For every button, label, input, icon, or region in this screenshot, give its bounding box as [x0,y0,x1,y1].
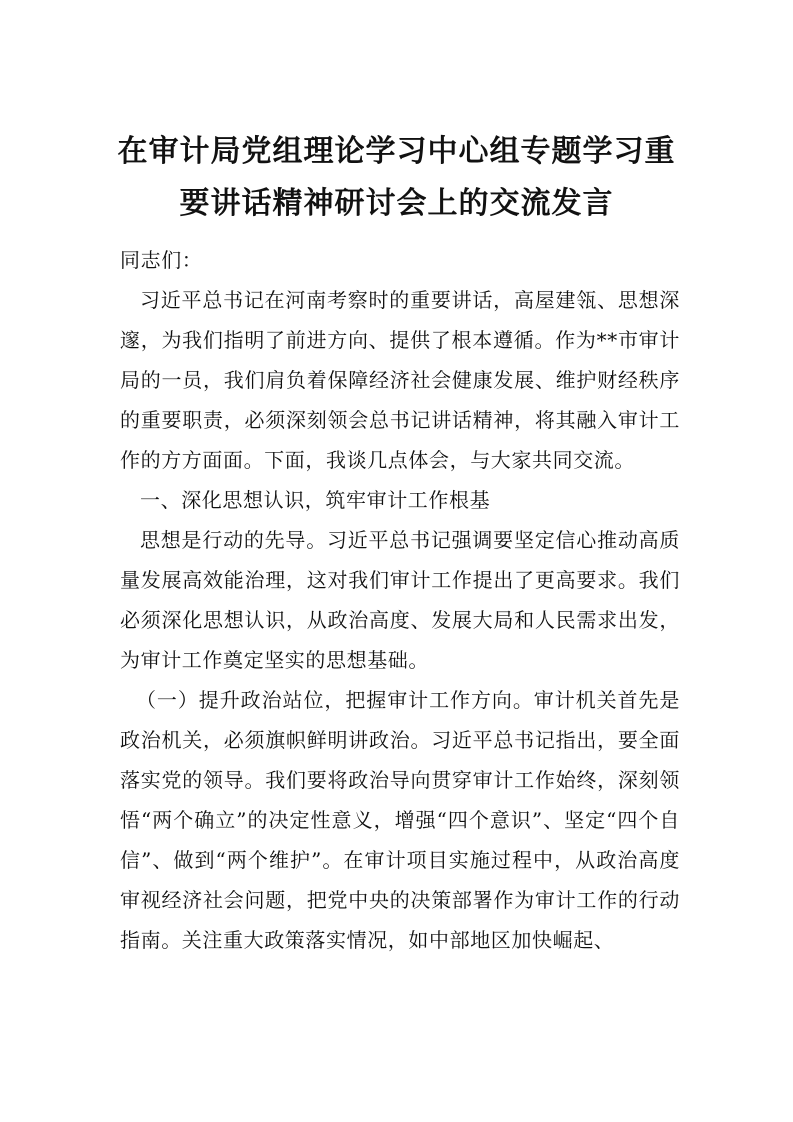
document-title: 在审计局党组理论学习中心组专题学习重要讲话精神研讨会上的交流发言 [117,134,676,221]
paragraph-subsection-1: （一）提升政治站位，把握审计工作方向。审计机关首先是政治机关，必须旗帜鲜明讲政治。习近平总书记指出，要全面落实党的领导。我们要将政治导向贯穿审计工作始终，深刻领悟“两个确立”的决定性意义，增强“四个意识”、坚定“四个自信”、做到“两个维护”。在审计项目实施过程中，从政治高度审视经济社会问题，把党中央的决策部署作为审计工作的行动指南。关注重大政策落实情况，如中部地区加快崛起、 [120,688,680,952]
document-body [120,240,680,960]
paragraph-intro: 习近平总书记在河南考察时的重要讲话，高屋建瓴、思想深邃，为我们指明了前进方向、提供了根本遵循。作为**市审计局的一员，我们肩负着保障经济社会健康发展、维护财经秩序的重要职责，必须深刻领会总书记讲话精神，将其融入审计工作的方方面面。下面，我谈几点体会，与大家共同交流。 [120,288,680,472]
salutation: 同志们： [120,248,203,272]
section-heading-1: 一、深化思想认识，筑牢审计工作根基 [140,488,491,512]
paragraph-section-1: 思想是行动的先导。习近平总书记强调要坚定信心推动高质量发展高效能治理，这对我们审计工作提出了更高要求。我们必须深化思想认识，从政治高度、发展大局和人民需求出发，为审计工作奠定坚实的思想基础。 [120,528,680,672]
